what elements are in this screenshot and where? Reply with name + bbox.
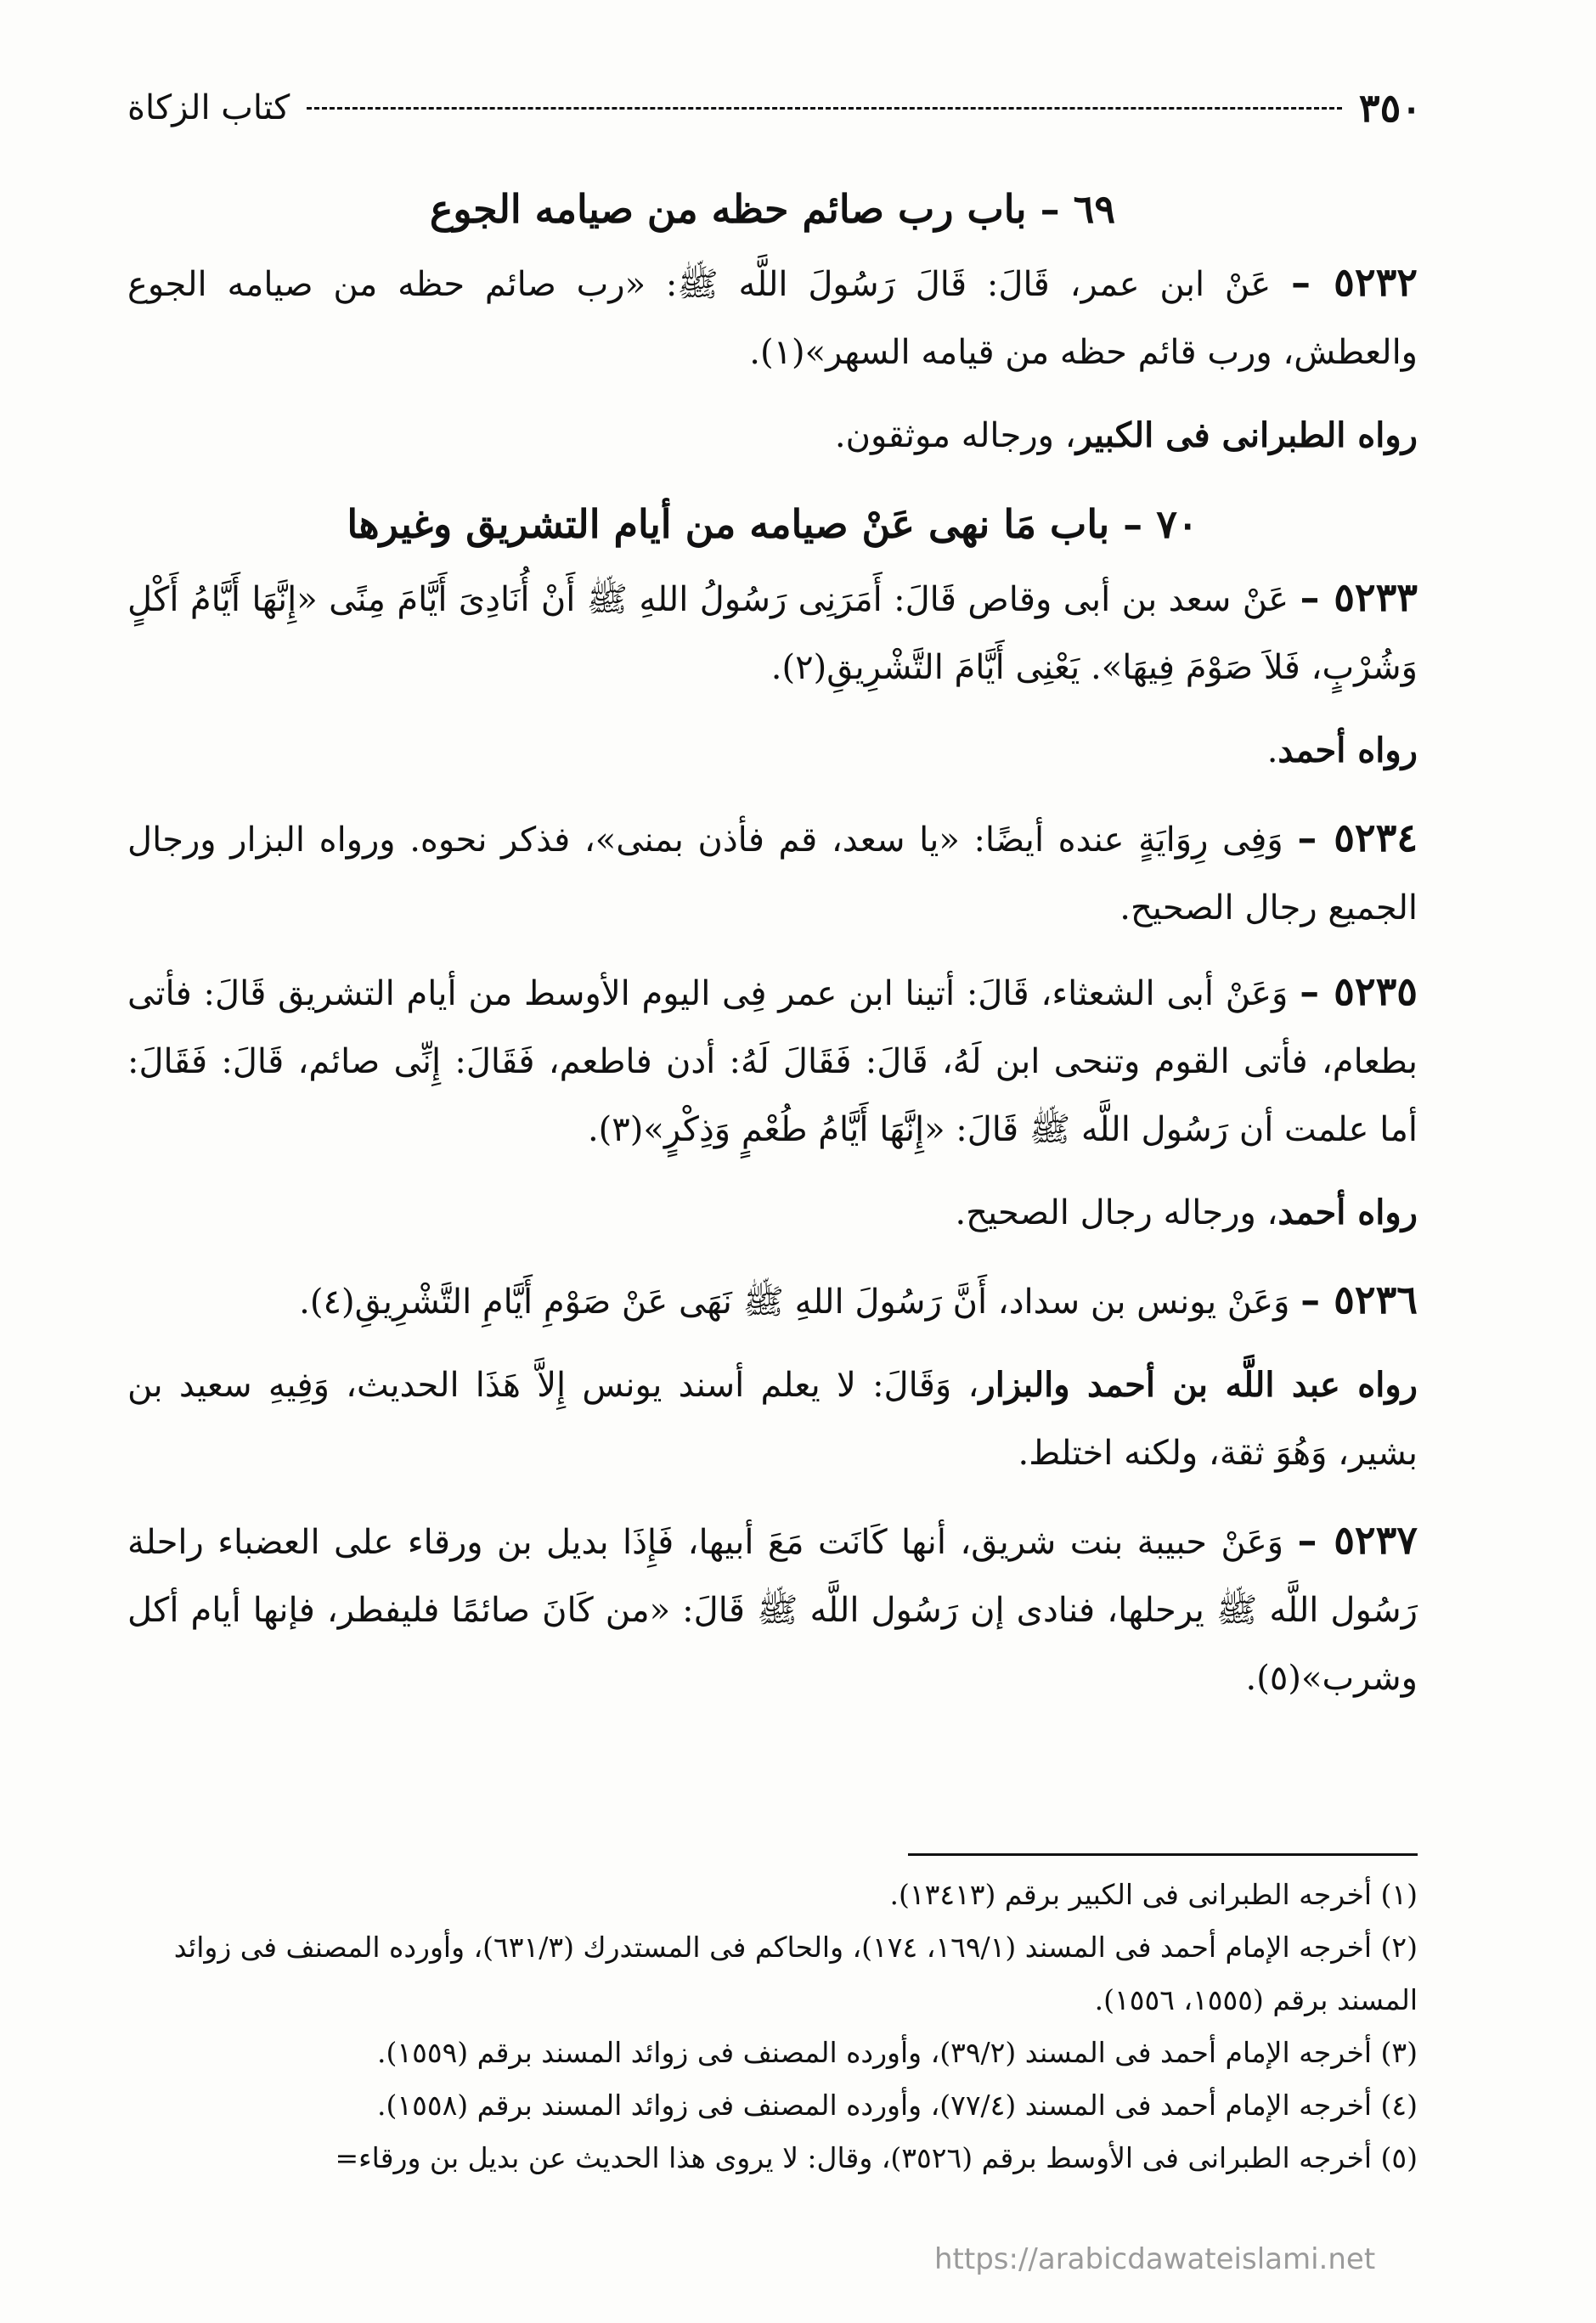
- hadith-number: ٥٢٣٥ –: [1300, 968, 1418, 1014]
- narration-note: [127, 1179, 1418, 1247]
- chapter-title: ٧٠ – باب مَا نهى عَنْ صيامه من أيام التشريق وغيرها: [347, 501, 1198, 547]
- hadith-text: وَفِى رِوَايَةٍ عنده أيضًا: «يا سعد، قم فأذن بمنى»، فذكر نحوه. ورواه البزار ورجال الجميع رجال الصحيح.: [127, 820, 1418, 928]
- narration-remark: ، وَقَالَ: لا يعلم أسند يونس إِلاَّ هَذَا الحديث، وَفِيهِ سعيد بن بشير، وَهُوَ ثقة، ولكنه اختلط.: [127, 1366, 1418, 1473]
- narration-remark: ، ورجاله رجال الصحيح.: [955, 1193, 1278, 1232]
- hadith-text: عَنْ سعد بن أبى وقاص قَالَ: أَمَرَنِى رَسُولُ اللهِ ﷺ أَنْ أُنَادِىَ أَيَّامَ مِنًى «إِنَّهَا أَيَّامُ أَكْلٍ وَشُرْبٍ، فَلاَ صَوْمَ فِيهَا». يَعْنِى أَيَّامَ التَّشْرِيقِ(٢).: [127, 580, 1418, 687]
- hadith-5234: [127, 803, 1418, 942]
- header-rule: [307, 107, 1342, 110]
- hadith-5233: [127, 563, 1418, 702]
- hadith-number: ٥٢٣٤ –: [1297, 815, 1418, 860]
- narration-remark: ، ورجاله موثقون.: [834, 416, 1076, 455]
- hadith-number: ٥٢٣٦ –: [1300, 1277, 1418, 1322]
- footnote: (٣) أخرجه الإمام أحمد فى المسند (٣٩/٢)، وأورده المصنف فى زوائد المسند برقم (١٥٥٩).: [377, 2036, 1418, 2069]
- narrator-source: رواه الطبرانى فى الكبير: [1075, 415, 1418, 455]
- hadith-5237: [127, 1506, 1418, 1712]
- footnote: (٢) أخرجه الإمام أحمد فى المسند (١٦٩/١، ١٧٤)، والحاكم فى المستدرك (٦٣١/٣)، وأورده المصنف فى زوائد المسند برقم (١٥٥٥، ١٥٥٦).: [173, 1931, 1418, 2016]
- narrator-source: رواه عبد اللَّه بن أحمد والبزار: [978, 1365, 1418, 1405]
- narrator-source: رواه أحمد: [1277, 730, 1418, 770]
- footnote: (٥) أخرجه الطبرانى فى الأوسط برقم (٣٥٢٦)، وقال: لا يروى هذا الحديث عن بديل بن ورقاء=: [335, 2141, 1418, 2174]
- hadith-number: ٥٢٣٣ –: [1300, 574, 1418, 620]
- watermark-url: https://arabicdawateislami.net: [934, 2242, 1376, 2276]
- hadith-5235: [127, 957, 1418, 1164]
- hadith-text: عَنْ ابن عمر، قَالَ: قَالَ رَسُولَ اللَّه ﷺ: «رب صائم حظه من صيامه الجوع والعطش، ورب قائم حظه من قيامه السهر»(١).: [127, 265, 1418, 372]
- book-title: كتاب الزكاة: [127, 88, 290, 127]
- hadith-text: وَعَنْ يونس بن سداد، أَنَّ رَسُولَ اللهِ ﷺ نَهَى عَنْ صَوْمِ أَيَّامِ التَّشْرِيقِ(٤).: [299, 1283, 1290, 1322]
- hadith-text: وَعَنْ أبى الشعثاء، قَالَ: أتينا ابن عمر فِى اليوم الأوسط من أيام التشريق قَالَ: فأتى بطعام، فأتى القوم وتنحى ابن لَهُ، قَالَ: فَقَالَ لَهُ: أدن فاطعم، فَقَالَ: إِنِّى صائم، قَالَ: فَقَالَ: أما علمت أن رَسُول اللَّه ﷺ قَالَ: «إِنَّهَا أَيَّامُ طُعْمٍ وَذِكْرٍ»(٣).: [127, 974, 1418, 1149]
- hadith-number: ٥٢٣٢ –: [1291, 259, 1418, 305]
- hadith-5232: [127, 248, 1418, 386]
- footnote: (٤) أخرجه الإمام أحمد فى المسند (٧٧/٤)، وأورده المصنف فى زوائد المسند برقم (١٥٥٨).: [377, 2089, 1418, 2122]
- narration-note: [127, 1351, 1418, 1487]
- narration-note: [127, 402, 1418, 470]
- footnote: (١) أخرجه الطبرانى فى الكبير برقم (١٣٤١٣).: [889, 1878, 1418, 1911]
- narrator-source: رواه أحمد: [1277, 1193, 1418, 1232]
- page-number: ٣٥٠: [1358, 85, 1422, 131]
- hadith-number: ٥٢٣٧ –: [1297, 1517, 1418, 1563]
- narration-remark: .: [1266, 731, 1278, 770]
- page-body: [127, 170, 1418, 1728]
- footnotes: [127, 1869, 1418, 2185]
- hadith-5236: [127, 1266, 1418, 1336]
- chapter-title: ٦٩ – باب رب صائم حظه من صيامه الجوع: [429, 186, 1116, 232]
- page-header: [127, 78, 1422, 138]
- footnote-separator: [908, 1853, 1418, 1856]
- narration-note: [127, 717, 1418, 785]
- hadith-text: وَعَنْ حبيبة بنت شريق، أنها كَانَت مَعَ أبيها، فَإِذَا بديل بن ورقاء على العضباء راحلة رَسُول اللَّه ﷺ يرحلها، فنادى إن رَسُول اللَّه ﷺ قَالَ: «من كَانَ صائمًا فليفطر، فإنها أيام أكل وشرب»(٥).: [127, 1523, 1418, 1698]
